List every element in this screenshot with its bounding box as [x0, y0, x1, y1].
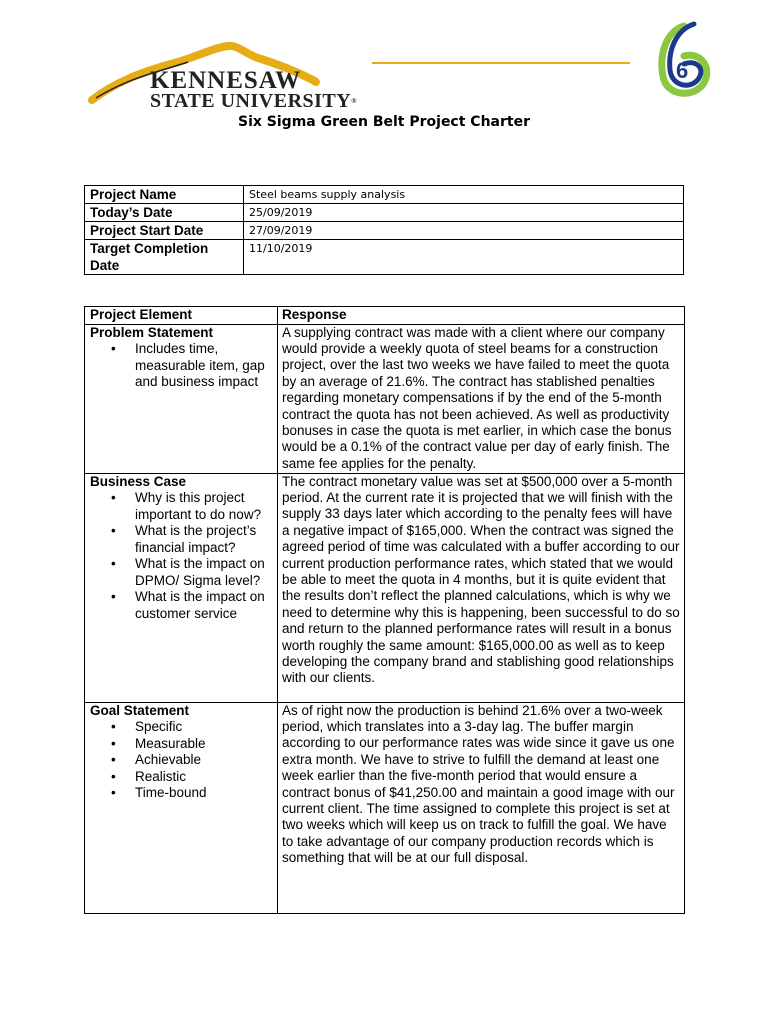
- info-label: Project Name: [85, 186, 244, 204]
- info-label: Today’s Date: [85, 204, 244, 222]
- info-value: 11/10/2019: [244, 240, 684, 275]
- table-row: [85, 702, 685, 913]
- section-title: Business Case: [90, 473, 187, 489]
- university-name-line2-text: STATE UNIVERSITY: [150, 90, 352, 112]
- table-row: [85, 186, 684, 204]
- list-item: • Achievable: [135, 752, 272, 769]
- list-item: • Time-bound: [135, 785, 272, 802]
- info-value: Steel beams supply analysis: [244, 186, 684, 204]
- document-title: Six Sigma Green Belt Project Charter: [238, 114, 530, 130]
- section-title: Goal Statement: [90, 702, 190, 718]
- list-item: • What is the impact on customer service: [135, 589, 272, 622]
- info-value: 25/09/2019: [244, 204, 684, 222]
- table-row: [85, 240, 684, 275]
- list-item: • Realistic: [135, 769, 272, 786]
- university-name-line2: [150, 90, 357, 112]
- response-cell: As of right now the production is behind 21.6% over a two-week period, which translates into a 3-day lag. The buffer margin according to our performance rates was wide since it gave us one extra month. We have to strive to fulfill the demand at least one week earlier than the five-month period that would ensure a contract bonus of $41,250.00 and maintain a good image with our current client. The time assigned to complete this project is set at two weeks which will keep us on track to fulfill the goal. We have to take advantage of our company production records which is something that will be at our full disposal.: [278, 702, 685, 913]
- response-cell: A supplying contract was made with a client where our company would provide a weekly quota of steel beams for a construction project, over the last two weeks we have failed to meet the quota by an average of 21.6%. The contract has stablished penalties regarding monetary compensations if by the end of the 5-month contract the quota has not been achieved. As well as productivity bonuses in case the quota is met earlier, in which case the bonus would be a 0.1% of the contract value per day of early finish. The same fee applies for the penalty.: [278, 324, 685, 473]
- table-row: [85, 222, 684, 240]
- table-row: [85, 473, 685, 702]
- info-label: Target Completion Date: [85, 240, 244, 275]
- info-value: 27/09/2019: [244, 222, 684, 240]
- table-row: [85, 324, 685, 473]
- bullet-list: [90, 490, 272, 622]
- six-sigma-logo-icon: [654, 20, 714, 100]
- column-header: Project Element: [85, 307, 278, 325]
- university-logo: [88, 40, 388, 118]
- list-item: • Specific: [135, 719, 272, 736]
- info-label: Project Start Date: [85, 222, 244, 240]
- element-cell: [85, 324, 278, 473]
- project-info-table: [84, 185, 684, 275]
- bullet-list: [90, 719, 272, 802]
- column-header: Response: [278, 307, 685, 325]
- element-cell: [85, 702, 278, 913]
- section-title: Problem Statement: [90, 324, 214, 340]
- header-rule: [372, 62, 630, 64]
- table-row: [85, 204, 684, 222]
- list-item: • Includes time, measurable item, gap and business impact: [135, 341, 272, 391]
- six-sigma-logo-glyph: 6: [676, 58, 689, 83]
- university-name-line1: KENNESAW: [150, 67, 302, 94]
- list-item: • What is the project’s financial impact?: [135, 523, 272, 556]
- list-item: • Why is this project important to do now?: [135, 490, 272, 523]
- registered-mark: ®: [351, 97, 357, 105]
- bullet-list: [90, 341, 272, 391]
- list-item: • What is the impact on DPMO/ Sigma level?: [135, 556, 272, 589]
- response-cell: The contract monetary value was set at $500,000 over a 5-month period. At the current rate it is projected that we will finish with the supply 33 days later which according to the penalty fees will have a negative impact of $165,000. When the contract was signed the agreed period of time was calculated with a buffer according to our current production performance rates, which stated that we would be able to meet the quota in 4 months, but it is quite evident that the results don’t reflect the planned calculations, which is why we need to determine why this is happening, been successful to do so and return to the planned performance rates will result in a bonus worth roughly the same amount: $165,000.00 as well as to keep developing the company brand and stablishing good relationships with our clients.: [278, 473, 685, 702]
- table-header-row: [85, 307, 685, 325]
- element-cell: [85, 473, 278, 702]
- charter-table: [84, 306, 685, 914]
- list-item: • Measurable: [135, 736, 272, 753]
